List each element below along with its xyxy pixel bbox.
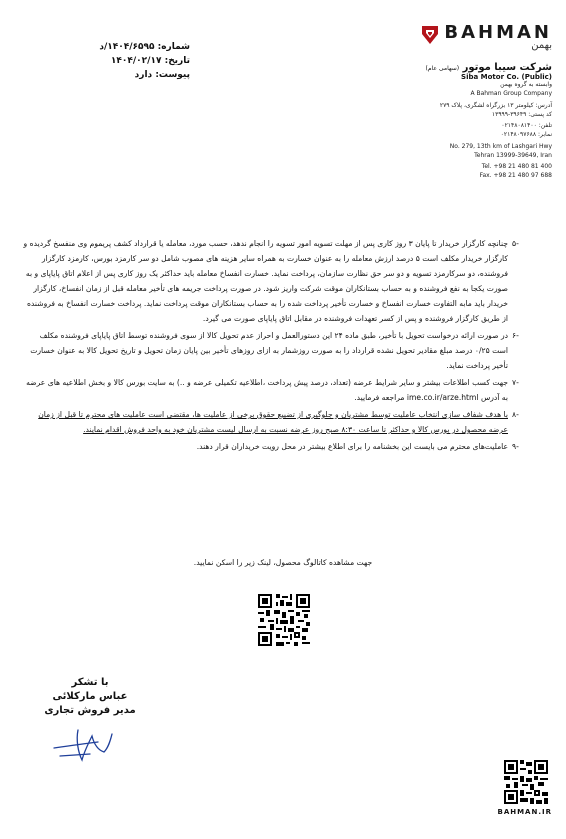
list-item [22,328,528,373]
fax-en: Fax. +98 21 480 97 688 [479,171,552,179]
bahman-emblem-icon [420,24,440,50]
signature-title: مدیر فروش تجاری [44,705,136,716]
postal-fa: کد پستی: ۳۹۶۴۹-۱۳۹۹۹ [491,110,552,118]
list-item [22,439,528,454]
signature-thanks: با تشکر [71,677,109,688]
letter-date: تاریخ: ۱۴۰۴/۰۲/۱۷ [110,56,190,66]
item-number: -۵ [512,239,519,248]
handwritten-signature [48,722,128,766]
item-number: -۶ [512,331,519,340]
list-item [22,407,528,437]
item-text: چنانچه کارگزار خریدار تا پایان ۳ روز کاری پس از مهلت تسویه امور تسویه را انجام ندهد، حسب مورد، معامله یا قرارداد کشف پریموم وی منفسخ گردیده و کارگزار خریدار مکلف است ۵ درصد ارزش معامله را به عنوان خسارت به همراه سایر هزینه های مصوب شامل دو سر کارمزد بورس، کارمزد کارگزار فروشنده، دو سرکارمزد تسویه و دو سر حق نظارت سازمان، پرداخت نماید. خسارت انفساخ معامله باید حداکثر یک روز کاری پس از اعلام اتاق پایاپای و به صورت یکجا به نفع فروشنده و به حساب بستانکاران موقت شرکت واریز شود. در صورت پرداخت جریمه های تأخیر معامله قبل از زمان انفساخ، کارگزار خریدار باید مابه التفاوت خسارت انفساخ و خسارت تأخیر پرداخت شده را به حساب بستانکاران موقت پرداخت نماید. پرداخت خسارت انفساخ به فروشنده از طریق کارگزار فروشنده و پس از کسر تعهدات فروشنده در مقابل اتاق پایاپای صورت می گیرد. [23,239,508,323]
signature-block [30,676,150,718]
qr-code-icon [502,758,550,806]
item-text: جهت کسب اطلاعات بیشتر و سایر شرایط عرضه (تعداد، درصد پیش پرداخت ،اطلاعیه تکمیلی عرضه و ..) به سایت بورس کالا و بخش اطلاعیه های عرضه به آدرس ime.co.ir/arze.html مراجعه فرمایید. [26,378,508,402]
company-block [402,62,552,180]
list-item [22,375,528,405]
item-text: عاملیت‌های محترم می بایست این بخشنامه را برای اطلاع بیشتر در محل رویت خریداران قرار دهند. [196,442,508,451]
website-url[interactable]: BAHMAN.IR [497,808,552,816]
item-number: -۹ [512,442,519,451]
item-number: -۷ [512,378,519,387]
address-fa: آدرس: کیلومتر ۱۳ بزرگراه لشگری، پلاک ۲۷۹ [439,102,552,109]
item-text: در صورت ارائه درخواست تحویل با تأخیر، طبق ماده ۲۴ این دستورالعمل و احراز عدم تحویل کالا از سوی فروشنده توسط اتاق پایاپای فروشنده مکلف است ۰/۲۵ درصد مبلغ مقادیر تحویل نشده قرارداد را به صورت روزشمار به ازای روزهای تأخیر بین پایان زمان تحویل و تاریخ تحویل کالا به عنوان خسارت تأخیر پرداخت نماید. [30,331,508,370]
item-text: با هدف شفاف سازی انتخاب عاملیت توسط مشتریان و جلوگیری از تضییع حقوق برخی از عاملیت ها، مقتضی است عاملیت های محترم تا قبل از زمان عرضه محصول در بورس کالا و حداکثر تا ساعت ۸:۳۰ صبح روز عرضه نسبت به ارسال لیست مشتریان خود به واحد فروش اقدام نمایند. [38,410,508,434]
qr-code-icon [256,592,312,648]
catalog-qr-code[interactable] [256,592,312,648]
signature-name: عباس مارکلائی [52,691,128,702]
bahman-logo [412,22,552,51]
logo-wordmark: BAHMAN [444,22,552,43]
fax-fa: نمابر: ۰۲۱۴۸۰۹۷۶۸۸ [500,130,552,138]
letter-number: شماره: ۱۴۰۴/۶۵۹۵/د [99,42,190,52]
letter-meta [80,40,190,82]
affiliate-en: A Bahman Group Company [470,89,552,97]
letter-attachment: پیوست: دارد [134,70,190,80]
item-number: -۸ [512,410,519,419]
address-en-1: No. 279, 13th km of Lashgari Hwy [449,143,552,150]
terms-list [22,236,528,456]
list-item [22,236,528,326]
tel-fa: تلفن: ۰۲۱۴۸۰۸۱۴۰۰ [501,122,552,129]
address-en-2: Tehran 13999-39649, Iran [474,151,552,159]
company-name-fa: شرکت سیبا موتور (سهامی عام) [425,62,552,73]
company-name-en: Siba Motor Co. (Public) [461,73,552,81]
catalog-note: جهت مشاهده کاتالوگ محصول، لینک زیر را اسکن نمایید. [193,558,373,567]
logo-wordmark-fa: بهمن [531,40,552,51]
tel-en: Tel. +98 21 480 81 400 [481,163,552,170]
website-qr-code[interactable] [502,758,550,806]
affiliate-fa: وابسته به گروه بهمن [500,81,552,88]
